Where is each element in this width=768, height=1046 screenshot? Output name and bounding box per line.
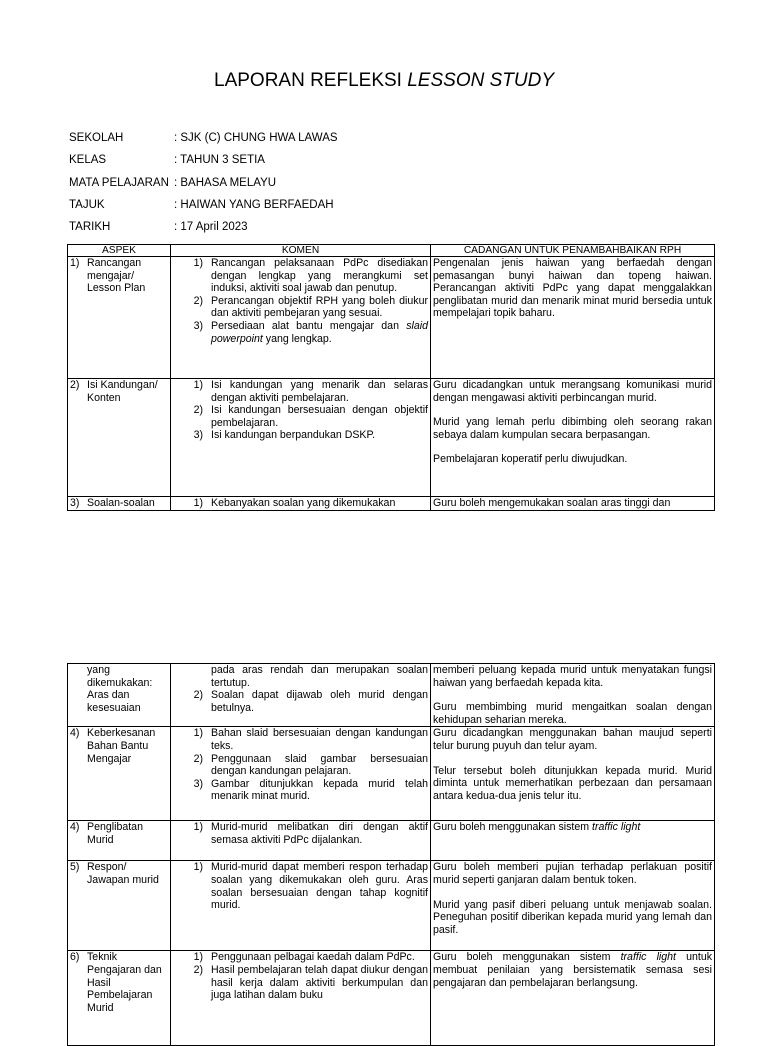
komen-item xyxy=(173,664,428,689)
table-header-row xyxy=(68,245,715,257)
komen-cell xyxy=(171,664,431,727)
table-row xyxy=(68,497,715,511)
komen-cell xyxy=(171,951,431,1046)
komen-text: Rancangan pelaksanaan PdPc disediakan dengan lengkap yang merangkumi set induksi, aktiviti soal jawab dan penutup. xyxy=(211,257,428,295)
table-row xyxy=(68,727,715,821)
komen-cell xyxy=(171,497,431,511)
aspek-number: 6) xyxy=(70,951,80,964)
aspek-label: Soalan-soalan xyxy=(87,497,155,509)
cadangan-cell xyxy=(431,861,715,951)
title-main: LAPORAN REFLEKSI xyxy=(214,70,402,91)
aspek-cell xyxy=(68,727,171,821)
komen-text: Kebanyakan soalan yang dikemukakan xyxy=(211,497,396,509)
aspek-label: yang dikemukakan: Aras dan kesesuaian xyxy=(87,664,153,714)
cadangan-paragraph: Murid yang lemah perlu dibimbing oleh seorang rakan sebaya dalam kumpulan secara berpasangan. xyxy=(433,416,712,441)
komen-text: Persediaan alat bantu mengajar dan slaid powerpoint yang lengkap. xyxy=(211,319,428,345)
komen-item xyxy=(173,295,428,320)
komen-text: Bahan slaid bersesuaian dengan kandungan teks. xyxy=(211,727,428,752)
info-label: MATA PELAJARAN xyxy=(69,176,169,189)
aspek-content xyxy=(70,664,168,714)
paragraph-gap xyxy=(433,887,712,899)
komen-item xyxy=(173,778,428,803)
info-value: : TAHUN 3 SETIA xyxy=(174,154,265,167)
komen-item xyxy=(173,753,428,778)
aspek-content xyxy=(70,379,168,404)
aspek-content xyxy=(70,951,168,1014)
info-row xyxy=(69,177,338,199)
cadangan-cell xyxy=(431,727,715,821)
cadangan-cell xyxy=(431,951,715,1046)
komen-text: Murid-murid melibatkan diri dengan aktif semasa aktiviti PdPc dijalankan. xyxy=(211,821,428,846)
cadangan-paragraph: Telur tersebut boleh ditunjukkan kepada murid. Murid diminta untuk memerhatikan perbezaan dan persamaan antara kedua-dua jenis telur itu. xyxy=(433,764,712,802)
komen-number: 3) xyxy=(193,319,203,332)
info-row xyxy=(69,221,338,243)
komen-number: 2) xyxy=(193,689,203,702)
komen-item xyxy=(173,429,428,442)
cadangan-cell xyxy=(431,664,715,727)
komen-item xyxy=(173,257,428,295)
info-label: TARIKH xyxy=(69,221,111,234)
aspek-number: 4) xyxy=(70,821,80,834)
aspek-number: 4) xyxy=(70,727,80,740)
paragraph-gap xyxy=(433,753,712,765)
reflection-table-continued xyxy=(67,663,715,1046)
aspek-cell xyxy=(68,379,171,497)
komen-text: Gambar ditunjukkan kepada murid telah menarik minat murid. xyxy=(211,777,428,803)
komen-item xyxy=(173,689,428,714)
info-label: KELAS xyxy=(69,154,107,167)
info-label: TAJUK xyxy=(69,198,105,211)
aspek-label: Teknik Pengajaran dan Hasil Pembelajaran Murid xyxy=(87,951,162,1014)
aspek-number: 1) xyxy=(70,257,80,269)
aspek-label: Respon/ Jawapan murid xyxy=(87,861,159,886)
aspek-content xyxy=(70,727,168,765)
aspek-label: Isi Kandungan/ Konten xyxy=(87,379,158,404)
komen-number: 1) xyxy=(193,257,203,269)
cadangan-paragraph: Guru membimbing murid mengaitkan soalan dengan kehidupan seharian mereka. xyxy=(433,701,712,726)
komen-text: Soalan dapat dijawab oleh murid dengan betulnya. xyxy=(211,689,428,714)
cadangan-paragraph: Guru boleh mengemukakan soalan aras tinggi dan xyxy=(433,497,671,509)
komen-list xyxy=(173,497,428,510)
komen-number: 1) xyxy=(193,497,203,509)
aspek-cell xyxy=(68,861,171,951)
cadangan-cell xyxy=(431,497,715,511)
aspek-number: 2) xyxy=(70,379,80,391)
aspek-number: 5) xyxy=(70,861,80,874)
header-cadangan: CADANGAN UNTUK PENAMBAHBAIKAN RPH xyxy=(431,245,715,257)
komen-list xyxy=(173,727,428,803)
komen-number: 2) xyxy=(193,294,203,307)
aspek-label: Rancangan mengajar/ Lesson Plan xyxy=(87,257,146,295)
cadangan-paragraph: Guru dicadangkan menggunakan bahan maujud seperti telur burung puyuh dan telur ayam. xyxy=(433,727,712,752)
table-row xyxy=(68,257,715,379)
cadangan-paragraph: Pengenalan jenis haiwan yang berfaedah dengan pemasangan bunyi haiwan dan topeng haiwan. Perancangan aktiviti PdPc yang dapat menggalakkan penglibatan murid dan menarik minat murid bersedia untuk mempelajari topik baharu. xyxy=(433,257,712,320)
komen-item xyxy=(173,379,428,404)
komen-text: pada aras rendah dan merupakan soalan tertutup. xyxy=(211,664,428,689)
komen-cell xyxy=(171,379,431,497)
komen-cell xyxy=(171,257,431,379)
cadangan-italic: traffic light xyxy=(592,821,641,834)
info-label: SEKOLAH xyxy=(69,132,124,144)
document-title xyxy=(0,70,768,92)
komen-text: Penggunaan pelbagai kaedah dalam PdPc. xyxy=(211,951,415,964)
aspek-number xyxy=(70,664,87,714)
komen-text: Penggunaan slaid gambar bersesuaian dengan kandungan pelajaran. xyxy=(211,752,428,778)
komen-number: 2) xyxy=(193,752,203,765)
table-row xyxy=(68,664,715,727)
info-block xyxy=(69,132,338,243)
komen-number xyxy=(173,664,211,689)
cadangan-cell xyxy=(431,379,715,497)
reflection-table xyxy=(67,244,715,511)
table-row xyxy=(68,379,715,497)
komen-list xyxy=(173,951,428,1001)
komen-item xyxy=(173,964,428,1002)
paragraph-gap xyxy=(433,404,712,416)
komen-italic: slaid powerpoint xyxy=(211,319,428,345)
komen-number: 1) xyxy=(193,821,203,834)
header-komen: KOMEN xyxy=(171,245,431,257)
aspek-number: 3) xyxy=(70,497,80,509)
komen-text: Murid-murid dapat memberi respon terhadap soalan yang dikemukakan oleh guru. Aras soalan bersesuaian dengan tahap kognitif murid. xyxy=(211,861,428,912)
komen-cell xyxy=(171,727,431,821)
aspek-cell xyxy=(68,257,171,379)
paragraph-gap xyxy=(433,689,712,701)
info-value: : 17 April 2023 xyxy=(174,221,248,234)
aspek-content xyxy=(70,257,168,295)
komen-list xyxy=(173,861,428,911)
info-row xyxy=(69,199,338,221)
komen-number: 3) xyxy=(193,429,203,442)
title-italic: LESSON STUDY xyxy=(407,70,554,91)
info-row xyxy=(69,132,338,154)
aspek-content xyxy=(70,497,168,510)
komen-text: Isi kandungan yang menarik dan selaras dengan aktiviti pembelajaran. xyxy=(211,379,428,404)
aspek-cell xyxy=(68,664,171,727)
komen-number: 1) xyxy=(193,727,203,740)
komen-item xyxy=(173,861,428,911)
cadangan-italic: traffic light xyxy=(620,951,676,964)
komen-item xyxy=(173,727,428,752)
cadangan-paragraph: Guru dicadangkan untuk merangsang komunikasi murid dengan mengawasi aktiviti perbincangan murid. xyxy=(433,379,712,404)
komen-text: Perancangan objektif RPH yang boleh diukur dan aktiviti pembejaran yang sesuai. xyxy=(211,294,428,320)
aspek-label: Penglibatan Murid xyxy=(87,821,143,846)
komen-item xyxy=(173,497,428,510)
cadangan-paragraph: Guru boleh menggunakan sistem traffic light xyxy=(433,821,641,834)
info-value: : BAHASA MELAYU xyxy=(174,176,277,189)
aspek-content xyxy=(70,861,168,886)
aspek-label: Keberkesanan Bahan Bantu Mengajar xyxy=(87,727,156,765)
info-value: : SJK (C) CHUNG HWA LAWAS xyxy=(174,132,338,144)
info-value: : HAIWAN YANG BERFAEDAH xyxy=(174,198,334,211)
komen-number: 1) xyxy=(193,951,203,964)
table-row xyxy=(68,821,715,861)
komen-number: 1) xyxy=(193,861,203,874)
komen-cell xyxy=(171,861,431,951)
cadangan-paragraph: Guru boleh menggunakan sistem traffic light untuk membuat penilaian yang bersistematik semasa sesi pengajaran dan pembelajaran berlangsung. xyxy=(433,951,713,989)
komen-list xyxy=(173,664,428,714)
aspek-cell xyxy=(68,821,171,861)
table-row xyxy=(68,951,715,1046)
komen-number: 3) xyxy=(193,777,203,790)
komen-list xyxy=(173,257,428,345)
komen-list xyxy=(173,821,428,846)
komen-text: Isi kandungan bersesuaian dengan objektif pembelajaran. xyxy=(211,404,428,429)
info-row xyxy=(69,154,338,176)
cadangan-paragraph: Pembelajaran koperatif perlu diwujudkan. xyxy=(433,453,628,466)
komen-text: Hasil pembelajaran telah dapat diukur dengan hasil kerja dalam aktiviti berkumpulan dan juga latihan dalam buku xyxy=(211,963,428,1002)
komen-cell xyxy=(171,821,431,861)
komen-number: 1) xyxy=(193,379,203,391)
komen-item xyxy=(173,821,428,846)
komen-number: 2) xyxy=(193,963,203,976)
aspek-content xyxy=(70,821,168,846)
cadangan-paragraph: memberi peluang kepada murid untuk menyatakan fungsi haiwan yang berfaedah kepada kita. xyxy=(433,664,712,689)
komen-text: Isi kandungan berpandukan DSKP. xyxy=(211,429,376,442)
cadangan-paragraph: Murid yang pasif diberi peluang untuk menjawab soalan. Peneguhan positif diberikan kepada murid yang lemah dan pasif. xyxy=(433,898,712,936)
cadangan-cell xyxy=(431,821,715,861)
komen-list xyxy=(173,379,428,442)
aspek-cell xyxy=(68,497,171,511)
header-aspek: ASPEK xyxy=(68,245,171,257)
paragraph-gap xyxy=(433,441,712,453)
cadangan-paragraph: Guru boleh memberi pujian terhadap perlakuan positif murid seperti ganjaran dalam bentuk token. xyxy=(433,861,712,886)
aspek-cell xyxy=(68,951,171,1046)
komen-number: 2) xyxy=(193,404,203,417)
komen-item xyxy=(173,951,428,964)
cadangan-cell xyxy=(431,257,715,379)
table-row xyxy=(68,861,715,951)
komen-item xyxy=(173,320,428,345)
komen-item xyxy=(173,404,428,429)
